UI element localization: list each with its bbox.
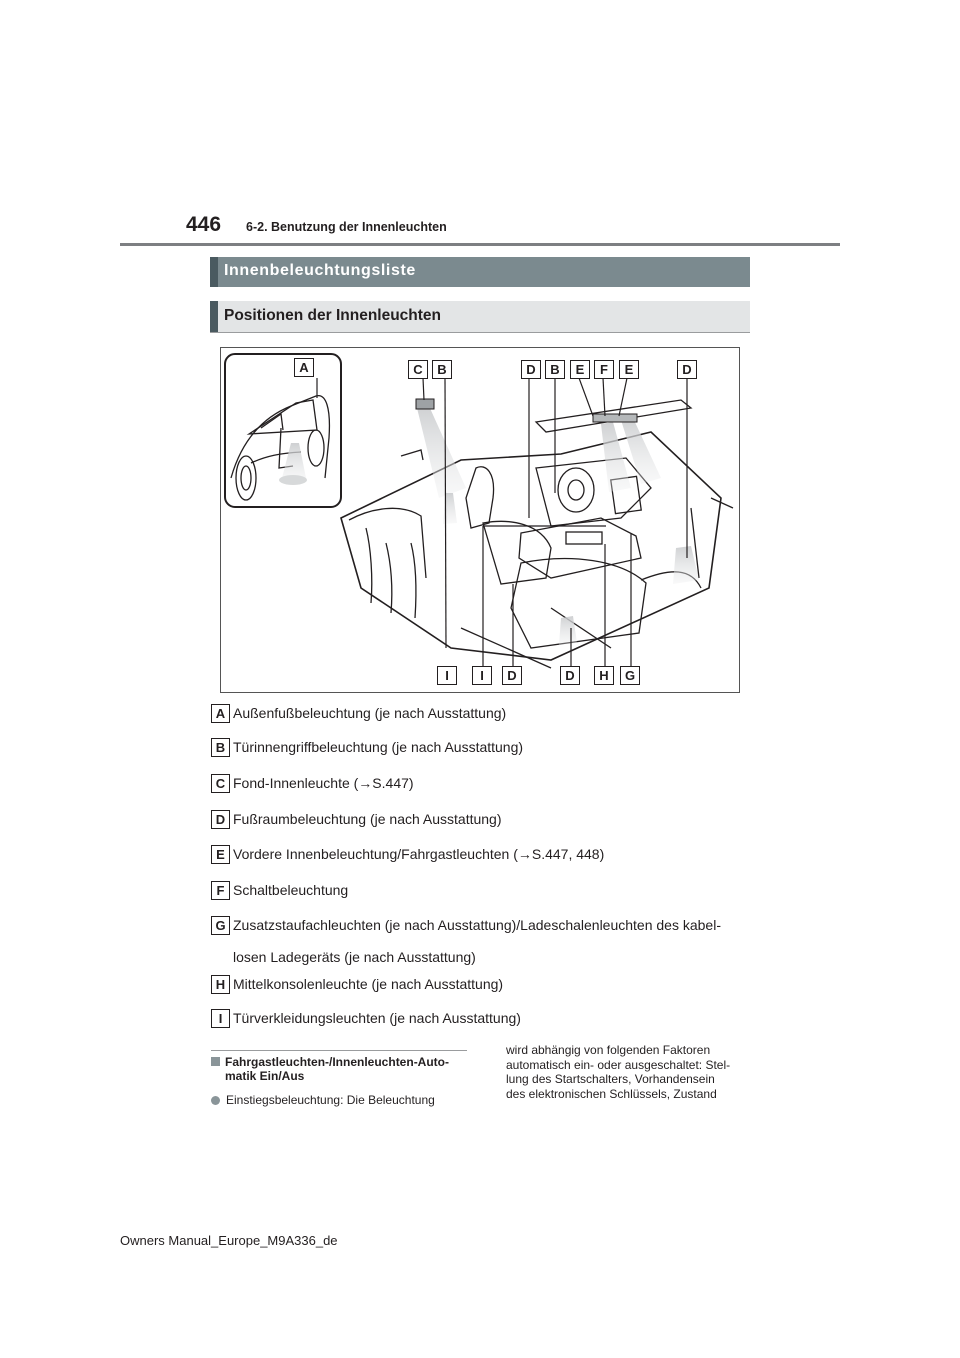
legend-text: Außenfußbeleuchtung (je nach Ausstattung)	[233, 705, 507, 721]
header-rule	[120, 243, 840, 246]
legend-text: Fußraumbeleuchtung (je nach Ausstattung)	[233, 811, 502, 827]
bullet-text: Einstiegsbeleuchtung: Die Beleuchtung	[226, 1093, 435, 1107]
subsection-title: Positionen der Innenleuchten	[210, 301, 750, 332]
callout-d-bottom-left: D	[502, 666, 522, 685]
callout-c: C	[408, 360, 428, 379]
legend-key: E	[211, 845, 230, 864]
interior-lights-figure	[220, 347, 740, 693]
page-number: 446	[186, 213, 222, 236]
bullet-item	[211, 1093, 435, 1107]
legend-key: B	[211, 738, 230, 757]
legend-text-continuation: losen Ladegeräts (je nach Ausstattung)	[233, 949, 476, 965]
legend-key: C	[211, 774, 230, 793]
callout-g: G	[620, 666, 640, 685]
legend-key: F	[211, 881, 230, 900]
right-column-line: wird abhängig von folgenden Faktoren	[506, 1043, 711, 1057]
callout-a: A	[294, 358, 314, 377]
right-column-text	[506, 1043, 756, 1101]
footer-text: Owners Manual_Europe_M9A336_de	[120, 1233, 338, 1248]
callout-d-top-right: D	[677, 360, 697, 379]
legend-key: D	[211, 810, 230, 829]
right-column-line: automatisch ein- oder ausgeschaltet: Stel-	[506, 1057, 731, 1072]
circle-bullet-icon	[211, 1096, 220, 1105]
callout-d-bottom-right: D	[560, 666, 580, 685]
legend-text: Fond-Innenleuchte (→S.447)	[233, 775, 414, 791]
subsection-rule	[210, 332, 750, 333]
column-rule	[211, 1050, 467, 1051]
legend-key: I	[211, 1009, 230, 1028]
callout-b-right: B	[545, 360, 565, 379]
legend-text: Zusatzstaufachleuchten (je nach Ausstattung)/Ladeschalenleuchten des kabel-	[233, 917, 721, 933]
callout-i-left: I	[437, 666, 457, 685]
subheading-line-2: matik Ein/Aus	[225, 1069, 305, 1083]
square-bullet-icon	[211, 1057, 220, 1066]
callout-i-right: I	[472, 666, 492, 685]
right-column-line: des elektronischen Schlüssels, Zustand	[506, 1086, 717, 1101]
callout-e-right: E	[619, 360, 639, 379]
legend-key: G	[211, 916, 230, 935]
legend-text: Türverkleidungsleuchten (je nach Ausstattung)	[233, 1010, 521, 1026]
callout-e-left: E	[570, 360, 590, 379]
legend-text: Vordere Innenbeleuchtung/Fahrgastleuchten (→S.447, 448)	[233, 846, 605, 862]
callout-d-top-left: D	[521, 360, 541, 379]
callout-b-left: B	[432, 360, 452, 379]
car-interior-illustration	[221, 348, 739, 692]
legend-key: A	[211, 704, 230, 723]
section-title: Innenbeleuchtungsliste	[210, 257, 750, 287]
callout-f: F	[594, 360, 614, 379]
legend-text: Türinnengriffbeleuchtung (je nach Ausstattung)	[233, 739, 524, 755]
chapter-title: 6-2. Benutzung der Innenleuchten	[246, 220, 447, 234]
subheading	[211, 1055, 471, 1083]
right-column-line: lung des Startschalters, Vorhandensein	[506, 1072, 715, 1087]
subheading-line-1: Fahrgastleuchten-/Innenleuchten-Auto-	[225, 1055, 450, 1069]
legend-text: Schaltbeleuchtung	[233, 882, 349, 898]
callout-h: H	[594, 666, 614, 685]
legend-key: H	[211, 975, 230, 994]
legend-text: Mittelkonsolenleuchte (je nach Ausstattung)	[233, 976, 504, 992]
